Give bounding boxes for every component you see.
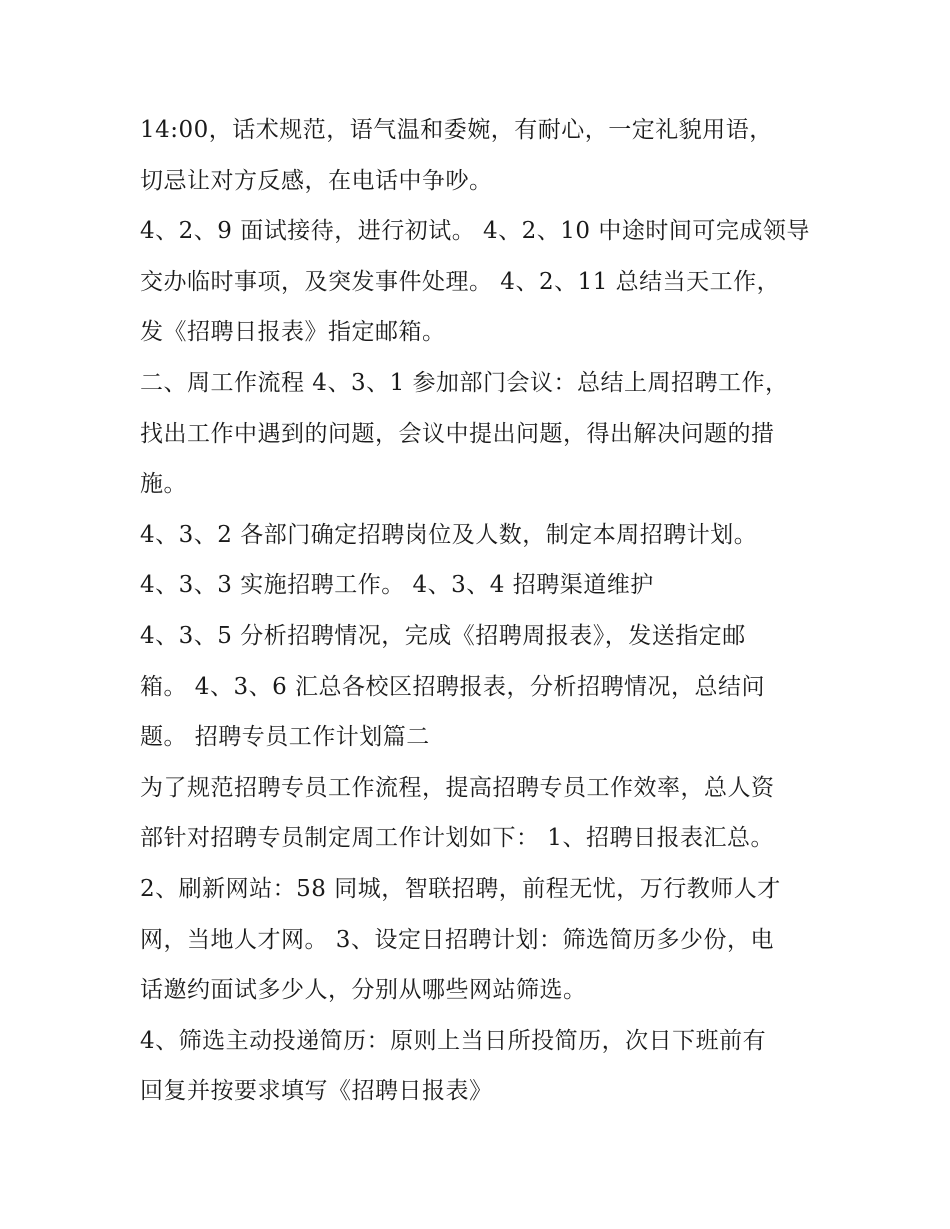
- text-line: 发《招聘日报表》指定邮箱。: [140, 319, 446, 345]
- text-line: 4、3、3 实施招聘工作。 4、3、4 招聘渠道维护: [140, 572, 654, 598]
- text-line: 找出工作中遇到的问题，会议中提出问题，得出解决问题的措: [140, 421, 775, 447]
- text-line: 4、3、5 分析招聘情况，完成《招聘周报表》，发送指定邮: [140, 623, 746, 649]
- text-line: 14:00，话术规范，语气温和委婉，有耐心，一定礼貌用语，: [140, 117, 773, 143]
- text-line: 切忌让对方反感，在电话中争吵。: [140, 168, 493, 194]
- text-line: 箱。 4、3、6 汇总各校区招聘报表，分析招聘情况，总结问: [140, 674, 766, 700]
- text-line: 部针对招聘专员制定周工作计划如下： 1、招聘日报表汇总。: [140, 825, 774, 851]
- text-line: 网，当地人才网。 3、设定日招聘计划：筛选简历多少份，电: [140, 927, 774, 953]
- text-line: 话邀约面试多少人，分别从哪些网站筛选。: [140, 977, 587, 1003]
- text-line: 施。: [140, 471, 187, 497]
- text-line: 4、筛选主动投递简历：原则上当日所投简历，次日下班前有: [140, 1028, 767, 1054]
- text-line: 交办临时事项，及突发事件处理。 4、2、11 总结当天工作，: [140, 269, 781, 295]
- text-line: 为了规范招聘专员工作流程，提高招聘专员工作效率，总人资: [140, 775, 775, 801]
- text-line: 二、周工作流程 4、3、1 参加部门会议：总结上周招聘工作，: [140, 370, 789, 396]
- text-line: 题。 招聘专员工作计划篇二: [140, 724, 430, 750]
- text-line: 回复并按要求填写《招聘日报表》: [140, 1078, 493, 1104]
- text-line: 2、刷新网站：58 同城，智联招聘，前程无忧，万行教师人才: [140, 876, 781, 902]
- text-line: 4、2、9 面试接待，进行初试。 4、2、10 中途时间可完成领导: [140, 218, 810, 244]
- text-line: 4、3、2 各部门确定招聘岗位及人数，制定本周招聘计划。: [140, 522, 758, 548]
